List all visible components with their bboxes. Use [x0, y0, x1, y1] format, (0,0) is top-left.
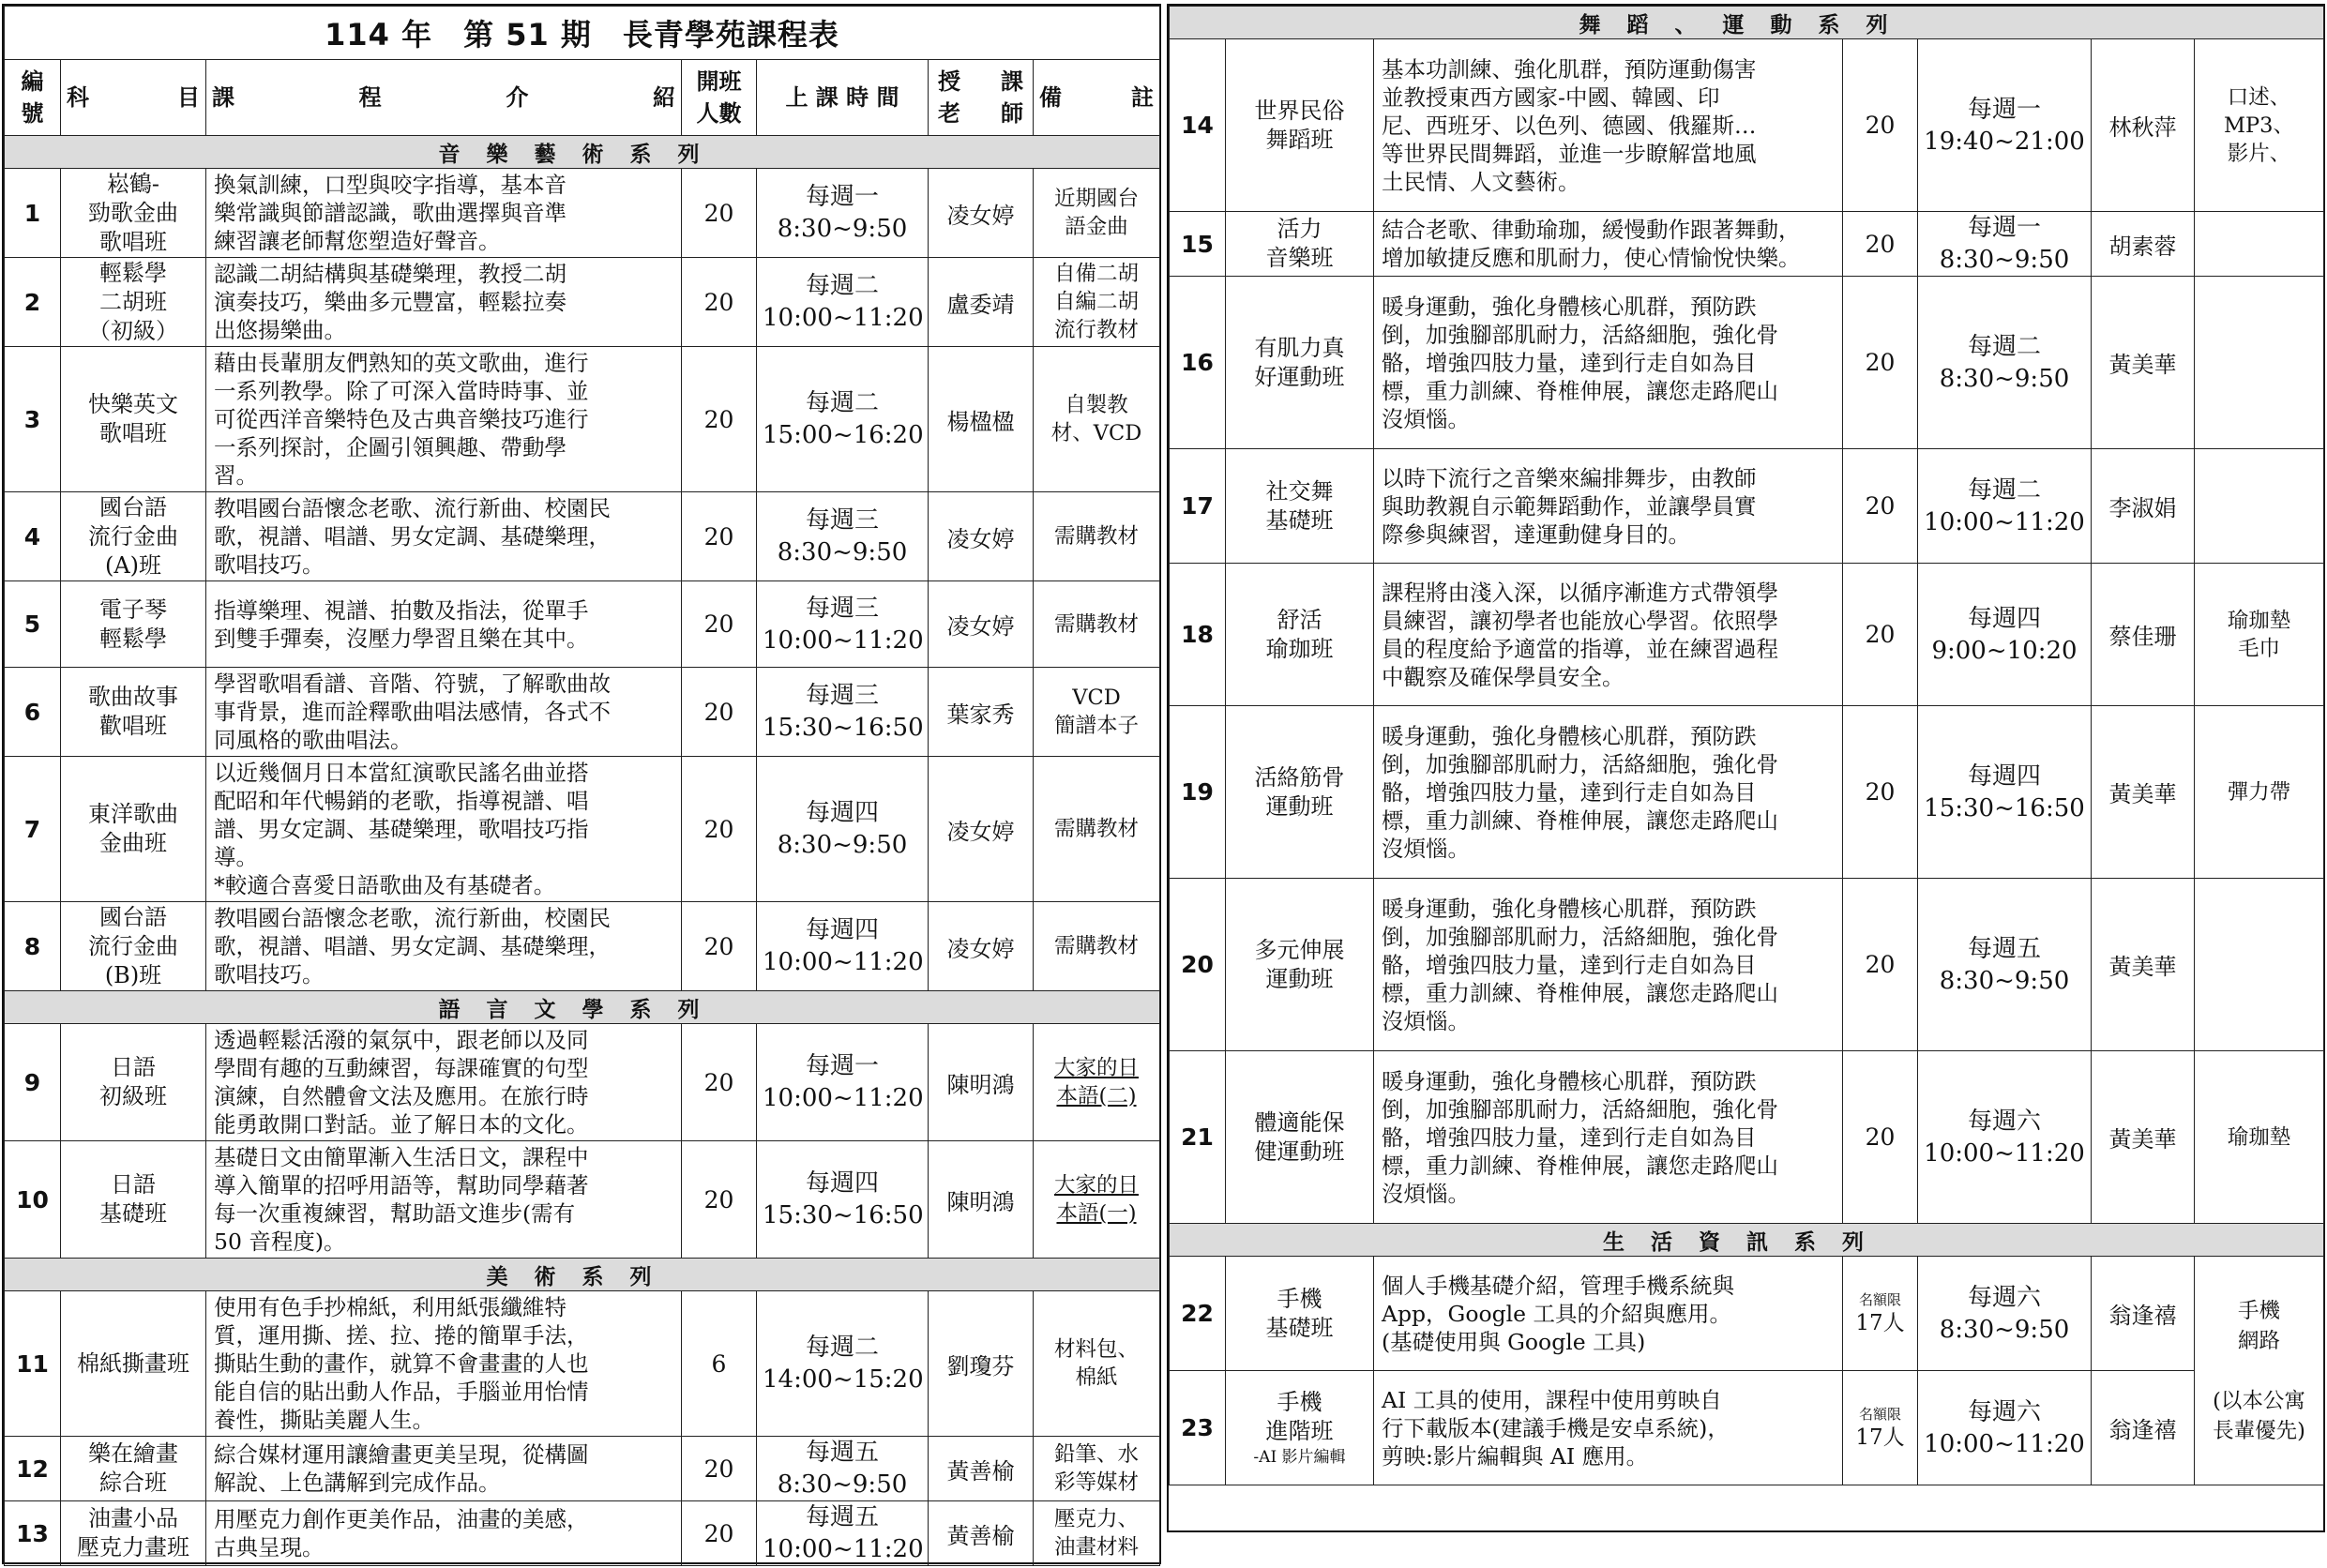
class-capacity: 6	[682, 1291, 757, 1437]
course-note: 材料包、 棉紙	[1034, 1291, 1160, 1437]
course-name-text: 國台語 流行金曲 (B)班	[88, 903, 178, 988]
class-time: 每週五 8:30~9:50	[1918, 879, 2092, 1051]
class-time: 每週三 15:30~16:50	[757, 668, 929, 757]
teacher-name: 蔡佳珊	[2092, 564, 2195, 706]
course-note: 需購教材	[1034, 581, 1160, 668]
course-name	[61, 1024, 206, 1141]
class-time: 每週六 8:30~9:50	[1918, 1257, 2092, 1371]
course-number: 3	[5, 347, 61, 492]
class-time: 每週四 10:00~11:20	[757, 902, 929, 991]
class-capacity: 20	[682, 1437, 757, 1501]
teacher-name: 凌女婷	[929, 757, 1034, 902]
course-row	[1170, 449, 2324, 564]
course-name-text: 手機 進階班	[1265, 1388, 1334, 1444]
section-title: 生活資訊系列	[1170, 1224, 2324, 1257]
course-number: 15	[1170, 212, 1226, 277]
course-name	[1226, 879, 1374, 1051]
class-capacity	[1843, 1371, 1918, 1485]
teacher-name: 凌女婷	[929, 581, 1034, 668]
teacher-name: 盧委靖	[929, 258, 1034, 347]
course-description: 學習歌唱看譜、音階、符號，了解歌曲故 事背景，進而詮釋歌曲唱法感情，各式不 同風格的歌曲唱法。	[206, 668, 682, 757]
teacher-name: 陳明鴻	[929, 1141, 1034, 1259]
course-name	[1226, 1051, 1374, 1224]
teacher-name: 黃美華	[2092, 277, 2195, 449]
class-capacity: 20	[682, 902, 757, 991]
course-number: 11	[5, 1291, 61, 1437]
class-time: 每週四 15:30~16:50	[1918, 706, 2092, 879]
class-capacity: 20	[682, 347, 757, 492]
class-capacity: 20	[682, 1024, 757, 1141]
course-description: 綜合媒材運用讓繪畫更美呈現，從構圖 解說、上色講解到完成作品。	[206, 1437, 682, 1501]
class-capacity: 20	[682, 581, 757, 668]
class-time: 每週二 15:00~16:20	[757, 347, 929, 492]
course-name	[61, 1291, 206, 1437]
left-schedule-table	[4, 6, 1160, 1566]
course-note: 彈力帶	[2195, 706, 2324, 879]
course-note: VCD 簡譜本子	[1034, 668, 1160, 757]
class-capacity: 20	[682, 492, 757, 581]
course-row	[1170, 212, 2324, 277]
course-name	[61, 347, 206, 492]
course-description: 暖身運動，強化身體核心肌群，預防跌 倒，加強腳部肌耐力，活絡細胞，強化骨 骼，增強四肢力量，達到行走自如為目 標，重力訓練、脊椎伸展，讓您走路爬山 沒煩惱。	[1374, 706, 1843, 879]
header-capacity: 開班人數	[682, 60, 757, 136]
course-name-text: 輕鬆學 二胡班 （初級）	[88, 259, 178, 344]
course-name-text: 歌曲故事 歡唱班	[88, 684, 178, 739]
teacher-name: 黃美華	[2092, 706, 2195, 879]
course-name-text: 世界民俗 舞蹈班	[1254, 97, 1345, 153]
teacher-name: 林秋萍	[2092, 39, 2195, 212]
course-number: 10	[5, 1141, 61, 1259]
class-time: 每週二 14:00~15:20	[757, 1291, 929, 1437]
course-name-text: 快樂英文 歌唱班	[88, 391, 178, 446]
course-note: 近期國台 語金曲	[1034, 169, 1160, 258]
course-name-text: 舒活 瑜珈班	[1265, 606, 1334, 662]
course-name-text: 油畫小品 壓克力畫班	[77, 1505, 189, 1560]
course-note: 口述、 MP3、 影片、	[2195, 39, 2324, 212]
course-number: 18	[1170, 564, 1226, 706]
course-row	[5, 581, 1160, 668]
class-capacity: 20	[682, 757, 757, 902]
course-number: 8	[5, 902, 61, 991]
course-name	[1226, 39, 1374, 212]
course-name	[61, 258, 206, 347]
capacity-limit-label: 名額限	[1858, 1405, 1901, 1423]
class-capacity: 20	[1843, 564, 1918, 706]
teacher-name: 陳明鴻	[929, 1024, 1034, 1141]
class-time: 每週六 10:00~11:20	[1918, 1051, 2092, 1224]
course-description: 指導樂理、視譜、拍數及指法，從單手 到雙手彈奏，沒壓力學習且樂在其中。	[206, 581, 682, 668]
class-capacity: 20	[682, 258, 757, 347]
header-time: 上 課 時 間	[757, 60, 929, 136]
class-time: 每週四 15:30~16:50	[757, 1141, 929, 1259]
teacher-name: 黃美華	[2092, 879, 2195, 1051]
teacher-name: 黃善榆	[929, 1501, 1034, 1566]
course-name-text: 棉紙撕畫班	[77, 1349, 189, 1377]
course-name-text: 日語 基礎班	[99, 1171, 167, 1227]
course-name-text: 國台語 流行金曲 (A)班	[88, 493, 178, 579]
header-teacher: 授 課 老 師	[929, 60, 1034, 136]
capacity-value: 17人	[1855, 1425, 1905, 1450]
course-row	[5, 347, 1160, 492]
section-title: 語言文學系列	[5, 991, 1160, 1024]
course-name	[1226, 277, 1374, 449]
course-description: 基本功訓練、強化肌群，預防運動傷害 並教授東西方國家-中國、韓國、印 尼、西班牙、以色列、德國、俄羅斯… 等世界民間舞蹈，並進一步瞭解當地風 土民情、人文藝術。	[1374, 39, 1843, 212]
course-description: 基礎日文由簡單漸入生活日文，課程中 導入簡單的招呼用語等，幫助同學藉著 每一次重複練習，幫助語文進步(需有 50 音程度)。	[206, 1141, 682, 1259]
course-name	[61, 169, 206, 258]
class-time: 每週五 8:30~9:50	[757, 1437, 929, 1501]
teacher-name: 黃善榆	[929, 1437, 1034, 1501]
header-note: 備 註	[1034, 60, 1160, 136]
class-time: 每週二 10:00~11:20	[757, 258, 929, 347]
class-capacity: 20	[682, 169, 757, 258]
course-note	[2195, 277, 2324, 449]
class-time: 每週三 8:30~9:50	[757, 492, 929, 581]
course-description: 用壓克力創作更美作品，油畫的美感， 古典呈現。	[206, 1501, 682, 1566]
teacher-name: 葉家秀	[929, 668, 1034, 757]
right-schedule-panel	[1167, 4, 2325, 1532]
course-row	[1170, 879, 2324, 1051]
course-name-text: 手機 基礎班	[1265, 1285, 1334, 1341]
course-description: 教唱國台語懷念老歌、流行新曲、校園民 歌，視譜、唱譜、男女定調、基礎樂理， 歌唱技巧。	[206, 492, 682, 581]
course-name-text: 日語 初級班	[99, 1054, 167, 1109]
class-time: 每週一 8:30~9:50	[1918, 212, 2092, 277]
class-capacity: 20	[1843, 706, 1918, 879]
course-number: 4	[5, 492, 61, 581]
course-number: 9	[5, 1024, 61, 1141]
course-name-text: 多元伸展 運動班	[1254, 936, 1345, 992]
course-number: 17	[1170, 449, 1226, 564]
course-subtitle: -AI 影片編輯	[1253, 1447, 1346, 1467]
course-name	[61, 492, 206, 581]
course-name-text: 活絡筋骨 運動班	[1254, 763, 1345, 820]
course-note	[2195, 879, 2324, 1051]
course-note: 大家的日 本語(一)	[1034, 1141, 1160, 1259]
teacher-name: 翁逢禧	[2092, 1257, 2195, 1371]
course-row	[5, 1291, 1160, 1437]
section-header-row	[5, 1259, 1160, 1291]
class-time: 每週五 10:00~11:20	[757, 1501, 929, 1566]
teacher-name: 黃美華	[2092, 1051, 2195, 1224]
course-name-text: 崧鶴- 勁歌金曲 歌唱班	[88, 170, 178, 255]
course-row	[5, 757, 1160, 902]
course-name	[1226, 449, 1374, 564]
course-row	[5, 258, 1160, 347]
course-note: 瑜珈墊 毛巾	[2195, 564, 2324, 706]
teacher-name: 翁逢禧	[2092, 1371, 2195, 1485]
capacity-limit-label: 名額限	[1858, 1290, 1901, 1308]
course-name	[1226, 212, 1374, 277]
page-title: 114 年 第 51 期 長青學苑課程表	[5, 7, 1160, 60]
course-number: 5	[5, 581, 61, 668]
course-name	[61, 902, 206, 991]
course-row	[5, 902, 1160, 991]
course-name	[61, 1141, 206, 1259]
course-description: 使用有色手抄棉紙，利用紙張纖維特 質，運用撕、搓、拉、捲的簡單手法， 撕貼生動的畫作，就算不會畫畫的人也 能自信的貼出動人作品，手腦並用怡情 養性，撕貼美麗人生。	[206, 1291, 682, 1437]
course-description: 暖身運動，強化身體核心肌群，預防跌 倒，加強腳部肌耐力，活絡細胞，強化骨 骼，增強四肢力量，達到行走自如為目 標，重力訓練、脊椎伸展，讓您走路爬山 沒煩惱。	[1374, 277, 1843, 449]
course-number: 14	[1170, 39, 1226, 212]
course-row	[5, 1437, 1160, 1501]
section-title: 舞蹈、運動系列	[1170, 7, 2324, 39]
class-time: 每週二 10:00~11:20	[1918, 449, 2092, 564]
course-description: 認識二胡結構與基礎樂理，教授二胡 演奏技巧，樂曲多元豐富，輕鬆拉奏 出悠揚樂曲。	[206, 258, 682, 347]
teacher-name: 李淑娟	[2092, 449, 2195, 564]
course-description: 暖身運動，強化身體核心肌群，預防跌 倒，加強腳部肌耐力，活絡細胞，強化骨 骼，增強四肢力量，達到行走自如為目 標，重力訓練、脊椎伸展，讓您走路爬山 沒煩惱。	[1374, 1051, 1843, 1224]
course-name-text: 活力 音樂班	[1265, 216, 1334, 271]
right-schedule-table	[1169, 6, 2324, 1485]
teacher-name: 凌女婷	[929, 169, 1034, 258]
course-row	[1170, 1371, 2324, 1485]
course-description: AI 工具的使用，課程中使用剪映自 行下載版本(建議手機是安卓系統)， 剪映:影片編輯與 AI 應用。	[1374, 1371, 1843, 1485]
course-name	[61, 1437, 206, 1501]
class-time: 每週二 8:30~9:50	[1918, 277, 2092, 449]
course-number: 23	[1170, 1371, 1226, 1485]
course-number: 16	[1170, 277, 1226, 449]
course-number: 7	[5, 757, 61, 902]
class-capacity: 20	[1843, 879, 1918, 1051]
class-time: 每週一 19:40~21:00	[1918, 39, 2092, 212]
teacher-name: 劉瓊芬	[929, 1291, 1034, 1437]
course-row	[5, 169, 1160, 258]
shared-course-note: 手機 網路 (以本公寓 長輩優先)	[2195, 1257, 2324, 1485]
course-row	[1170, 564, 2324, 706]
teacher-name: 凌女婷	[929, 492, 1034, 581]
course-note: 需購教材	[1034, 757, 1160, 902]
course-note: 需購教材	[1034, 492, 1160, 581]
course-number: 13	[5, 1501, 61, 1566]
header-subject: 科 目	[61, 60, 206, 136]
class-capacity: 20	[1843, 39, 1918, 212]
left-schedule-panel	[2, 4, 1161, 1564]
class-time: 每週六 10:00~11:20	[1918, 1371, 2092, 1485]
section-header-row	[5, 991, 1160, 1024]
course-number: 22	[1170, 1257, 1226, 1371]
course-description: 教唱國台語懷念老歌，流行新曲，校園民 歌，視譜、唱譜、男女定調、基礎樂理， 歌唱技巧。	[206, 902, 682, 991]
course-row	[1170, 706, 2324, 879]
course-description: 課程將由淺入深，以循序漸進方式帶領學 員練習，讓初學者也能放心學習。依照學 員的程度給予適當的指導，並在練習過程 中觀察及確保學員安全。	[1374, 564, 1843, 706]
course-row	[5, 1141, 1160, 1259]
section-header-row	[5, 136, 1160, 169]
course-name-text: 體適能保 健運動班	[1254, 1108, 1345, 1165]
teacher-name: 胡素蓉	[2092, 212, 2195, 277]
class-time: 每週四 9:00~10:20	[1918, 564, 2092, 706]
course-note	[2195, 212, 2324, 277]
course-row	[1170, 1257, 2324, 1371]
class-time: 每週一 8:30~9:50	[757, 169, 929, 258]
course-number: 12	[5, 1437, 61, 1501]
course-description: 暖身運動，強化身體核心肌群，預防跌 倒，加強腳部肌耐力，活絡細胞，強化骨 骼，增強四肢力量，達到行走自如為目 標，重力訓練、脊椎伸展，讓您走路爬山 沒煩惱。	[1374, 879, 1843, 1051]
capacity-value: 17人	[1855, 1310, 1905, 1335]
class-capacity: 20	[682, 1141, 757, 1259]
course-description: 換氣訓練，口型與咬字指導，基本音 樂常識與節譜認識，歌曲選擇與音準 練習讓老師幫您塑造好聲音。	[206, 169, 682, 258]
course-row	[5, 668, 1160, 757]
teacher-name: 楊楹楹	[929, 347, 1034, 492]
section-header-row	[1170, 1224, 2324, 1257]
course-number: 1	[5, 169, 61, 258]
course-number: 2	[5, 258, 61, 347]
course-number: 6	[5, 668, 61, 757]
course-note	[2195, 449, 2324, 564]
course-name-text: 東洋歌曲 金曲班	[88, 801, 178, 856]
teacher-name: 凌女婷	[929, 902, 1034, 991]
header-intro: 課 程 介 紹	[206, 60, 682, 136]
course-row	[5, 1501, 1160, 1566]
course-description: 藉由長輩朋友們熟知的英文歌曲，進行 一系列教學。除了可深入當時時事、並 可從西洋音樂特色及古典音樂技巧進行 一系列探討，企圖引領興趣、帶動學 習。	[206, 347, 682, 492]
class-capacity: 20	[682, 668, 757, 757]
course-name	[61, 668, 206, 757]
course-name	[1226, 706, 1374, 879]
header-no: 編號	[5, 60, 61, 136]
course-name	[61, 581, 206, 668]
course-note: 需購教材	[1034, 902, 1160, 991]
course-name	[1226, 1371, 1374, 1485]
course-description: 以時下流行之音樂來編排舞步，由教師 與助教親自示範舞蹈動作，並讓學員實 際參與練習，達運動健身目的。	[1374, 449, 1843, 564]
class-capacity: 20	[1843, 1051, 1918, 1224]
class-capacity: 20	[1843, 449, 1918, 564]
course-number: 21	[1170, 1051, 1226, 1224]
course-name	[61, 757, 206, 902]
course-note: 壓克力、 油畫材料	[1034, 1501, 1160, 1566]
course-name-text: 樂在繪畫 綜合班	[88, 1440, 178, 1496]
course-description: 透過輕鬆活潑的氣氛中，跟老師以及同 學間有趣的互動練習，每課確實的句型 演練，自然體會文法及應用。在旅行時 能勇敢開口對話。並了解日本的文化。	[206, 1024, 682, 1141]
course-note: 自製教 材、VCD	[1034, 347, 1160, 492]
section-title: 美術系列	[5, 1259, 1160, 1291]
course-name-text: 有肌力真 好運動班	[1254, 334, 1345, 390]
course-description: 結合老歌、律動瑜珈，緩慢動作跟著舞動， 增加敏捷反應和肌耐力，使心情愉悅快樂。	[1374, 212, 1843, 277]
class-capacity	[1843, 1257, 1918, 1371]
class-time: 每週三 10:00~11:20	[757, 581, 929, 668]
class-capacity: 20	[1843, 277, 1918, 449]
course-name-text: 電子琴 輕鬆學	[99, 596, 167, 652]
class-capacity: 20	[682, 1501, 757, 1566]
course-row	[1170, 39, 2324, 212]
course-row	[1170, 1051, 2324, 1224]
course-note: 瑜珈墊	[2195, 1051, 2324, 1224]
section-header-row	[1170, 7, 2324, 39]
course-name	[1226, 564, 1374, 706]
course-row	[1170, 277, 2324, 449]
course-note: 大家的日 本語(二)	[1034, 1024, 1160, 1141]
course-description: 個人手機基礎介紹，管理手機系統與 App，Google 工具的介紹與應用。 (基礎使用與 Google 工具)	[1374, 1257, 1843, 1371]
course-description: 以近幾個月日本當紅演歌民謠名曲並搭 配昭和年代暢銷的老歌，指導視譜、唱 譜、男女定調、基礎樂理，歌唱技巧指 導。 *較適合喜愛日語歌曲及有基礎者。	[206, 757, 682, 902]
course-number: 20	[1170, 879, 1226, 1051]
class-capacity: 20	[1843, 212, 1918, 277]
course-number: 19	[1170, 706, 1226, 879]
class-time: 每週四 8:30~9:50	[757, 757, 929, 902]
course-note: 鉛筆、水 彩等媒材	[1034, 1437, 1160, 1501]
class-time: 每週一 10:00~11:20	[757, 1024, 929, 1141]
course-name	[61, 1501, 206, 1566]
course-row	[5, 1024, 1160, 1141]
course-name-text: 社交舞 基礎班	[1265, 477, 1334, 534]
course-note: 自備二胡 自編二胡 流行教材	[1034, 258, 1160, 347]
course-name	[1226, 1257, 1374, 1371]
section-title: 音樂藝術系列	[5, 136, 1160, 169]
course-row	[5, 492, 1160, 581]
